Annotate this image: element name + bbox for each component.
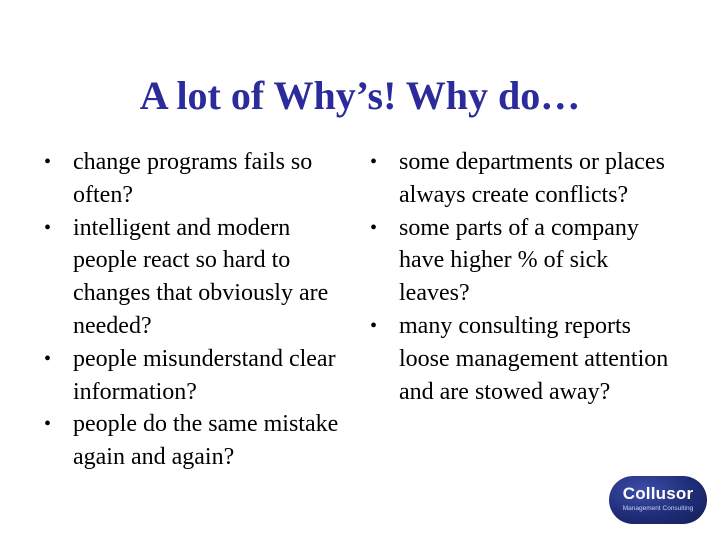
- bullet-icon: •: [370, 216, 378, 239]
- list-item: [370, 146, 680, 212]
- bullet-icon: •: [370, 151, 378, 173]
- right-column: [370, 146, 680, 408]
- logo-name: Collusor: [622, 484, 694, 503]
- list-item: [44, 408, 344, 474]
- logo-subtitle: Management Consulting: [622, 505, 694, 512]
- bullet-icon: •: [44, 216, 52, 239]
- list-item-text: change programs fails so often?: [73, 149, 313, 208]
- list-item-text: people misunderstand clear information?: [73, 345, 336, 405]
- list-item: [44, 343, 344, 409]
- list-item-text: people do the same mistake again and again?: [73, 411, 339, 471]
- bullet-icon: •: [44, 151, 52, 173]
- list-item-text: intelligent and modern people react so hard to changes that obviously are needed?: [73, 214, 329, 339]
- right-bullet-list: [370, 146, 680, 408]
- list-item: [44, 212, 344, 343]
- slide-title: A lot of Why’s! Why do…: [139, 73, 581, 118]
- left-bullet-list: [44, 146, 344, 474]
- list-item-text: some parts of a company have higher % of sick leaves?: [399, 214, 639, 307]
- left-column: [44, 146, 344, 474]
- bullet-icon: •: [44, 413, 52, 436]
- list-item: [370, 212, 680, 310]
- bullet-icon: •: [370, 314, 378, 337]
- list-item-text: some departments or places always create conflicts?: [399, 149, 665, 208]
- bullet-icon: •: [44, 347, 52, 370]
- list-item-text: many consulting reports loose management attention and are stowed away?: [399, 312, 669, 405]
- list-item: [370, 310, 680, 408]
- list-item: [44, 146, 344, 212]
- company-logo: [609, 476, 707, 524]
